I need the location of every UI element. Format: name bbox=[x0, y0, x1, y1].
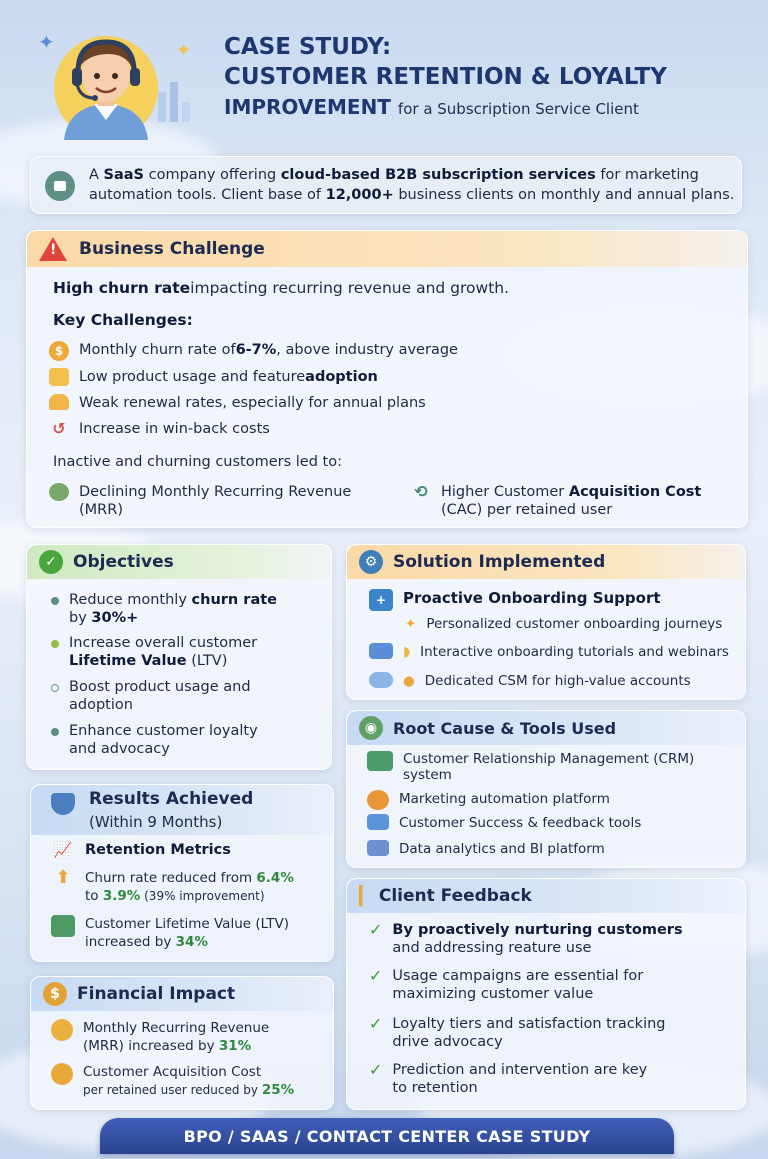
list-item: ↺ Increase in win-back costs bbox=[49, 420, 270, 438]
sparkle-icon: ✦ bbox=[38, 30, 55, 54]
hand-icon bbox=[49, 394, 69, 410]
list-item: Marketing automation platform bbox=[367, 790, 610, 810]
list-item: ✦ Personalized customer onboarding journeys bbox=[405, 616, 723, 632]
revenue-icon bbox=[49, 483, 69, 501]
feedback-tool-icon bbox=[367, 814, 389, 830]
growth-bars-icon bbox=[51, 915, 75, 937]
challenge-lead: High churn rate impacting recurring revenue and growth. bbox=[53, 279, 510, 297]
intro-panel bbox=[30, 156, 742, 214]
intro-text: A SaaS company offering cloud-based B2B subscription services for marketing automation tools. Client base of 12,000+ business clients on monthly and annual plans. bbox=[89, 167, 735, 203]
check-icon: ✓ bbox=[369, 1014, 383, 1033]
feedback-panel bbox=[346, 878, 746, 1110]
effect-item: ⟲ Higher Customer Acquisition Cost (CAC) per retained user bbox=[411, 483, 701, 519]
tools-header: ◉ Root Cause & Tools Used bbox=[347, 711, 745, 745]
quote-icon: ▎ bbox=[359, 885, 373, 907]
list-item: ✓ Loyalty tiers and satisfaction tracking drive advocacy bbox=[369, 1014, 666, 1050]
chart-icon: 📈 bbox=[53, 841, 73, 859]
list-item: ◗ Interactive onboarding tutorials and webinars bbox=[369, 643, 729, 661]
tools-panel bbox=[346, 710, 746, 868]
crm-icon bbox=[367, 751, 393, 771]
effect-item: Declining Monthly Recurring Revenue (MRR) bbox=[49, 483, 351, 519]
list-item: Customer Success & feedback tools bbox=[367, 814, 641, 832]
business-challenge-header: ! Business Challenge bbox=[27, 231, 747, 267]
list-item: Customer Acquisition Cost per retained user reduced by 25% bbox=[51, 1063, 294, 1099]
network-icon: ⚙ bbox=[359, 550, 383, 574]
header bbox=[0, 0, 768, 140]
check-icon: ✓ bbox=[369, 920, 383, 939]
list-item: Weak renewal rates, especially for annual plans bbox=[49, 394, 426, 412]
automation-icon bbox=[367, 790, 389, 810]
check-icon: ✓ bbox=[369, 1060, 383, 1079]
money-bag-icon: $ bbox=[43, 982, 67, 1006]
check-circle-icon: ✓ bbox=[39, 550, 63, 574]
list-item: Monthly Recurring Revenue (MRR) increased by 31% bbox=[51, 1019, 269, 1055]
list-item: ✓ Prediction and intervention are key to retention bbox=[369, 1060, 648, 1096]
key-challenges-title: Key Challenges: bbox=[53, 311, 193, 329]
list-item: Low product usage and feature adoption bbox=[49, 368, 378, 386]
financial-panel bbox=[30, 976, 334, 1110]
results-header: Results Achieved (Within 9 Months) bbox=[31, 785, 333, 835]
list-item: ⬆ Churn rate reduced from 6.4% to 3.9% (39% improvement) bbox=[51, 869, 294, 905]
tutorial-icon bbox=[369, 643, 393, 659]
analytics-icon bbox=[367, 840, 389, 856]
list-item: $ Monthly churn rate of 6-7% , above industry average bbox=[49, 341, 458, 361]
retention-metrics-title: 📈 Retention Metrics bbox=[51, 841, 231, 859]
list-item: ✓ By proactively nurturing customers and addressing reature use bbox=[369, 920, 683, 956]
usage-icon bbox=[49, 368, 69, 386]
trophy-icon bbox=[51, 793, 75, 815]
coins-icon bbox=[51, 1019, 73, 1041]
list-item: Boost product usage and adoption bbox=[51, 678, 251, 714]
business-challenge-panel bbox=[26, 230, 748, 528]
footer-banner: BPO / SAAS / CONTACT CENTER CASE STUDY bbox=[100, 1118, 674, 1154]
list-item: Enhance customer loyalty and advocacy bbox=[51, 722, 258, 758]
coin-stack-icon bbox=[51, 1063, 73, 1085]
location-pin-icon bbox=[45, 171, 75, 201]
feedback-header: ▎ Client Feedback bbox=[347, 879, 745, 913]
check-icon: ✓ bbox=[369, 966, 383, 985]
onboarding-icon: + bbox=[369, 589, 393, 611]
objectives-header: ✓ Objectives bbox=[27, 545, 331, 579]
objectives-panel bbox=[26, 544, 332, 770]
page-title: CASE STUDY: CUSTOMER RETENTION & LOYALTY IMPROVEMENT for a Subscription Service Client bbox=[224, 34, 667, 119]
cost-icon: ⟲ bbox=[414, 482, 428, 501]
solution-header: ⚙ Solution Implemented bbox=[347, 545, 745, 579]
support-agent-avatar bbox=[46, 22, 196, 140]
solution-panel bbox=[346, 544, 746, 700]
led-to-text: Inactive and churning customers led to: bbox=[53, 454, 342, 470]
coin-icon: $ bbox=[49, 341, 69, 361]
tools-icon: ◉ bbox=[359, 716, 383, 740]
refresh-icon: ↺ bbox=[52, 419, 66, 438]
arrow-up-icon: ⬆ bbox=[55, 867, 71, 888]
list-item: Customer Relationship Management (CRM) system bbox=[367, 751, 694, 783]
solution-subtitle: + Proactive Onboarding Support bbox=[369, 589, 661, 611]
financial-header: $ Financial Impact bbox=[31, 977, 333, 1011]
list-item: Increase overall customer Lifetime Value (LTV) bbox=[51, 634, 257, 670]
warning-icon: ! bbox=[39, 237, 67, 261]
results-panel bbox=[30, 784, 334, 962]
list-item: Reduce monthly churn rate by 30%+ bbox=[51, 591, 277, 627]
csm-icon bbox=[369, 672, 393, 688]
list-item: Customer Lifetime Value (LTV) increased by 34% bbox=[51, 915, 289, 951]
sparkle-icon: ✦ bbox=[176, 40, 192, 61]
list-item: Data analytics and BI platform bbox=[367, 840, 605, 858]
list-item: ● Dedicated CSM for high-value accounts bbox=[369, 672, 691, 690]
list-item: ✓ Usage campaigns are essential for maximizing customer value bbox=[369, 966, 644, 1002]
